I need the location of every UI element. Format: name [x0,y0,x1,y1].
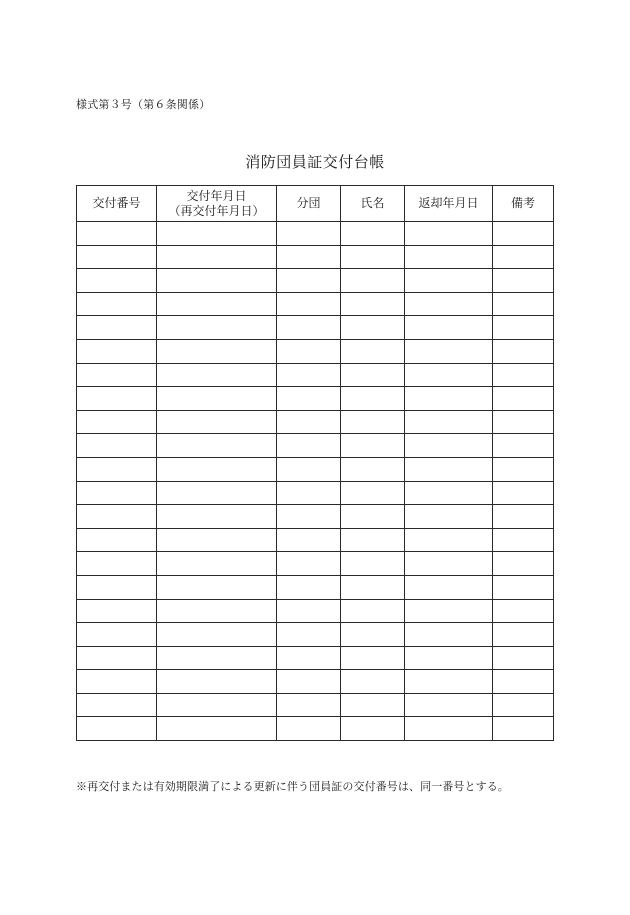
table-cell [493,693,554,717]
table-cell [405,292,493,316]
table-cell [493,292,554,316]
table-cell [405,434,493,458]
table-cell [77,717,157,741]
table-cell [277,528,341,552]
table-cell [341,717,405,741]
table-cell [277,505,341,529]
column-header-return-date: 返却年月日 [405,186,493,222]
table-cell [77,457,157,481]
table-row [77,387,554,411]
table-cell [493,387,554,411]
table-cell [157,481,277,505]
table-cell [277,363,341,387]
table-cell [277,481,341,505]
table-cell [341,363,405,387]
table-cell [493,457,554,481]
column-header-remarks: 備考 [493,186,554,222]
table-cell [341,387,405,411]
table-cell [341,599,405,623]
table-cell [277,575,341,599]
table-cell [157,623,277,647]
table-cell [277,552,341,576]
table-cell [157,599,277,623]
table-cell [341,505,405,529]
table-cell [493,363,554,387]
table-row [77,292,554,316]
table-cell [77,481,157,505]
table-row [77,693,554,717]
table-cell [77,222,157,246]
table-cell [157,457,277,481]
table-cell [157,528,277,552]
ledger-body [77,222,554,741]
column-header-issue-date [157,186,277,222]
table-cell [157,222,277,246]
footnote: ※再交付または有効期限満了による更新に伴う団員証の交付番号は、同一番号とする。 [76,780,509,793]
table-cell [341,292,405,316]
table-cell [341,481,405,505]
table-row [77,339,554,363]
header-row [77,186,554,222]
table-cell [493,528,554,552]
table-cell [277,339,341,363]
table-cell [341,410,405,434]
table-row [77,670,554,694]
table-cell [341,434,405,458]
table-cell [277,269,341,293]
page-title: 消防団員証交付台帳 [245,153,385,171]
column-header-issue-number: 交付番号 [77,186,157,222]
table-cell [341,457,405,481]
table-row [77,222,554,246]
table-cell [493,245,554,269]
table-cell [77,599,157,623]
table-cell [405,599,493,623]
table-cell [277,245,341,269]
table-cell [405,505,493,529]
table-row [77,717,554,741]
table-cell [77,339,157,363]
table-cell [405,481,493,505]
table-cell [493,269,554,293]
table-cell [157,387,277,411]
column-header-name: 氏名 [341,186,405,222]
table-cell [157,670,277,694]
table-row [77,269,554,293]
table-cell [493,481,554,505]
table-row [77,316,554,340]
table-cell [341,575,405,599]
table-cell [77,670,157,694]
table-row [77,599,554,623]
table-cell [405,339,493,363]
table-cell [277,387,341,411]
table-cell [493,410,554,434]
table-cell [277,599,341,623]
table-cell [157,292,277,316]
table-cell [493,717,554,741]
table-cell [341,316,405,340]
table-cell [405,646,493,670]
table-cell [405,693,493,717]
table-cell [341,552,405,576]
table-cell [77,316,157,340]
table-cell [493,575,554,599]
table-cell [77,245,157,269]
table-cell [405,457,493,481]
table-cell [277,623,341,647]
table-cell [493,316,554,340]
table-row [77,410,554,434]
table-row [77,646,554,670]
column-header-issue-date-line2: （再交付年月日） [168,203,265,218]
table-row [77,457,554,481]
table-cell [341,528,405,552]
column-header-issue-date-line1: 交付年月日 [186,188,247,203]
table-cell [157,646,277,670]
table-row [77,363,554,387]
table-cell [493,646,554,670]
table-row [77,505,554,529]
table-cell [157,245,277,269]
table-cell [493,599,554,623]
ledger-table [76,185,554,741]
column-header-branch: 分団 [277,186,341,222]
table-cell [405,575,493,599]
table-cell [277,717,341,741]
table-cell [341,339,405,363]
table-cell [405,717,493,741]
table-cell [277,646,341,670]
table-cell [277,316,341,340]
table-cell [157,363,277,387]
table-cell [405,670,493,694]
table-cell [77,434,157,458]
table-cell [77,387,157,411]
form-number: 様式第３号（第６条関係） [76,98,211,111]
table-cell [277,292,341,316]
table-cell [157,316,277,340]
table-cell [77,693,157,717]
table-cell [77,269,157,293]
table-cell [157,693,277,717]
table-cell [77,410,157,434]
table-cell [157,434,277,458]
table-cell [493,434,554,458]
table-cell [277,410,341,434]
table-cell [157,339,277,363]
table-cell [277,222,341,246]
table-cell [157,575,277,599]
table-cell [277,434,341,458]
table-cell [157,505,277,529]
table-cell [405,363,493,387]
table-row [77,623,554,647]
table-cell [405,410,493,434]
table-cell [493,670,554,694]
table-cell [493,339,554,363]
table-cell [405,222,493,246]
table-cell [341,245,405,269]
table-cell [341,646,405,670]
table-row [77,552,554,576]
table-cell [277,457,341,481]
table-cell [341,693,405,717]
table-cell [157,717,277,741]
table-cell [341,623,405,647]
table-cell [157,269,277,293]
table-cell [341,269,405,293]
table-cell [405,528,493,552]
table-cell [493,552,554,576]
table-row [77,528,554,552]
table-cell [405,552,493,576]
table-row [77,575,554,599]
table-cell [77,575,157,599]
table-cell [341,222,405,246]
table-cell [405,387,493,411]
table-cell [341,670,405,694]
table-cell [493,623,554,647]
table-cell [77,528,157,552]
table-cell [77,505,157,529]
table-cell [77,646,157,670]
table-cell [157,410,277,434]
table-row [77,434,554,458]
table-cell [405,623,493,647]
table-cell [405,316,493,340]
table-cell [405,269,493,293]
table-cell [493,505,554,529]
table-row [77,245,554,269]
table-row [77,481,554,505]
table-cell [157,552,277,576]
table-cell [77,552,157,576]
table-cell [77,623,157,647]
table-cell [277,670,341,694]
table-cell [405,245,493,269]
table-cell [493,222,554,246]
table-cell [277,693,341,717]
table-cell [77,363,157,387]
table-cell [77,292,157,316]
